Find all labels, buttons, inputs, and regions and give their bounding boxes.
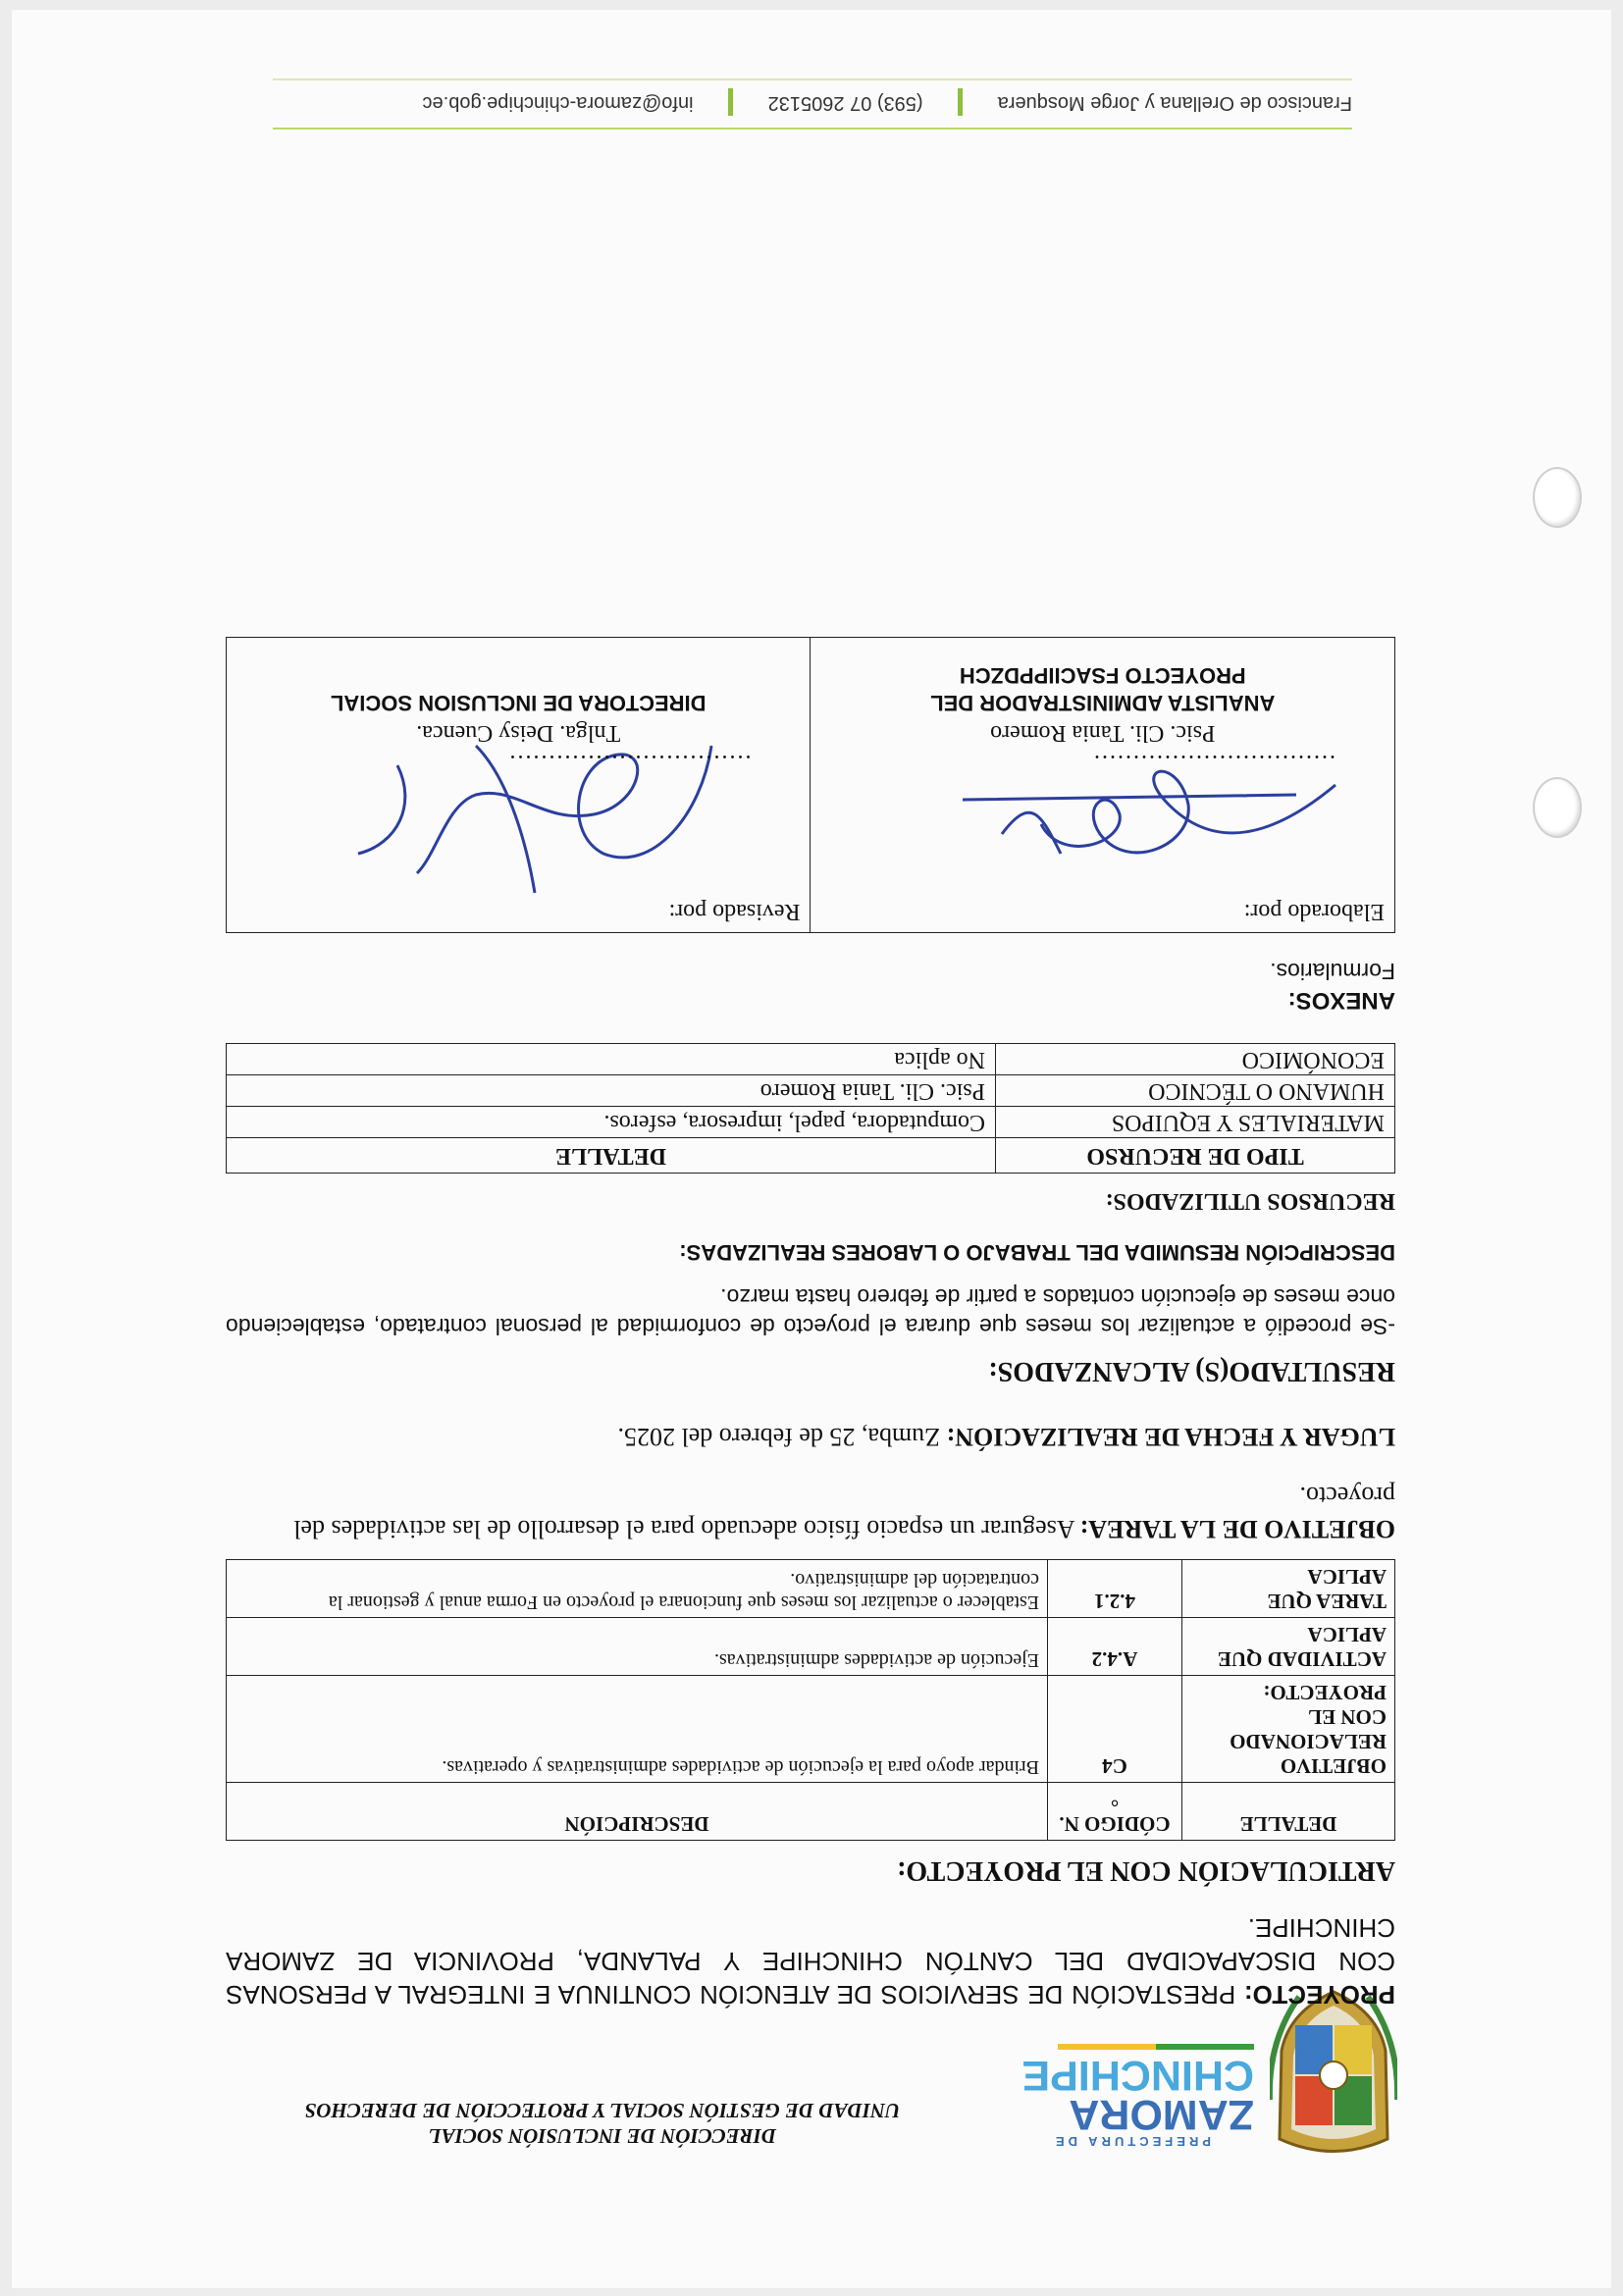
cell-detalle: No aplica [227, 1044, 996, 1075]
cell-detalle: TAREA QUE APLICA [1182, 1560, 1395, 1618]
cell-detalle: ACTIVIDAD QUE APLICA [1182, 1618, 1395, 1676]
articulation-heading: ARTICULACIÓN CON EL PROYECTO: [896, 1855, 1395, 1886]
brand-line2: CHINCHIPE [1021, 2052, 1254, 2099]
cell-tipo: ECONÓMICO [996, 1044, 1395, 1075]
table-row [227, 1560, 1395, 1618]
punch-hole [1533, 777, 1582, 838]
cell-detalle: Psic. Cli. Tania Romero [227, 1075, 996, 1107]
cell-codigo: 4.2.1 [1048, 1560, 1182, 1618]
department-header [181, 2098, 1024, 2149]
col-header: DESCRIPCIÓN [227, 1783, 1048, 1841]
role-line1: DIRECTORA DE INCLUSION SOCIAL [330, 691, 707, 715]
footer-separator [728, 88, 733, 116]
col-header: TIPO DE RECURSO [996, 1138, 1395, 1174]
signature-table [226, 637, 1395, 933]
signer-name: Psic. Cli. Tania Romero [990, 720, 1216, 746]
place-label: LUGAR Y FECHA DE REALIZACIÓN: [946, 1423, 1395, 1451]
table-row [227, 1044, 1395, 1075]
signature-cell-revisado [227, 638, 812, 933]
brand-wordmark [1021, 2044, 1254, 2149]
resources-table [226, 1043, 1395, 1174]
dept-line1: DIRECCIÓN DE INCLUSIÓN SOCIAL [428, 2124, 777, 2148]
brand-line1: ZAMORA [1069, 2091, 1254, 2138]
col-header: DETALLE [1182, 1783, 1395, 1841]
table-row [227, 1618, 1395, 1676]
project-paragraph [226, 1911, 1395, 2011]
brand-prefix: PREFECTURA DE [1051, 2134, 1211, 2149]
role-line2: PROYECTO FSACIIPPDZCH [959, 663, 1246, 688]
table-row [227, 1107, 1395, 1138]
signer-role [227, 689, 811, 716]
role-line1: ANALISTA ADMINISTRADOR DEL [930, 691, 1276, 715]
project-text: PRESTACIÓN DE SERVICIOS DE ATENCIÓN CONTINUA E INTEGRAL A PERSONAS CON DISCAPACIDAD DEL CANTÓN CHINCHIPE Y PALANDA, PROVINCIA DE ZAMORA CHINCHIPE. [226, 1913, 1395, 2009]
cell-descripcion: Establecer o actualizar los meses que funcionara el proyecto en Forma anual y gestionar la contratación del administrativo. [227, 1560, 1048, 1618]
signature-top-label: Elaborado por: [1243, 899, 1385, 924]
cell-tipo: MATERIALES Y EQUIPOS [996, 1107, 1395, 1138]
cell-detalle: OBJETIVO RELACIONADO CON EL PROYECTO: [1182, 1676, 1395, 1783]
footer-phone: (593) 07 2605132 [767, 91, 923, 114]
project-label: PROYECTO: [1243, 1980, 1395, 2009]
resources-heading: RECURSOS UTILIZADOS: [1105, 1188, 1395, 1214]
place-line [226, 1420, 1395, 1453]
signature-dots: ............................... [507, 750, 752, 775]
signature-cell-elaborado [811, 638, 1395, 933]
objective-line [226, 1479, 1395, 1545]
annexes-heading: ANEXOS: [1287, 987, 1395, 1014]
signer-name: Tnlga. Deisy Cuenca. [416, 720, 621, 746]
signature-dots: ............................... [1092, 750, 1335, 775]
cell-detalle: Computadora, papel, impresora, esferos. [227, 1107, 996, 1138]
footer [273, 88, 1352, 130]
table-row [227, 1676, 1395, 1783]
signature-top-label: Revisado por: [668, 899, 801, 924]
articulation-table [226, 1559, 1395, 1841]
annexes-text: Formularios. [1270, 959, 1395, 984]
dept-line2: UNIDAD DE GESTIÓN SOCIAL Y PROTECCIÓN DE DERECHOS [304, 2099, 901, 2122]
place-text: Zumba, 25 de febrero del 2025. [617, 1423, 941, 1451]
objective-label: OBJETIVO DE LA TAREA: [1079, 1515, 1395, 1543]
footer-address: Francisco de Orellana y Jorge Mosquera [997, 91, 1352, 114]
cell-descripcion: Brindar apoyo para la ejecución de actividades administrativas y operativas. [227, 1676, 1048, 1783]
cell-codigo: A.4.2 [1048, 1618, 1182, 1676]
col-header: DETALLE [227, 1138, 996, 1174]
cell-tipo: HUMANO O TÉCNICO [996, 1075, 1395, 1107]
report-body [226, 637, 1395, 2011]
punch-hole [1533, 467, 1582, 528]
objective-text: Asegurar un espacio físico adecuado para el desarrollo de las actividades del proyecto. [293, 1482, 1395, 1543]
footer-email: info@zamora-chinchipe.gob.ec [422, 91, 694, 114]
footer-rule [273, 78, 1352, 80]
signer-role [812, 661, 1395, 716]
summary-heading: DESCRIPCIÓN RESUMIDA DEL TRABAJO O LABORES REALIZADAS: [679, 1240, 1395, 1265]
table-row [227, 1075, 1395, 1107]
brand-bar [1058, 2044, 1254, 2050]
cell-descripcion: Ejecución de actividades administrativas. [227, 1618, 1048, 1676]
results-heading: RESULTADO(S) ALCANZADOS: [988, 1356, 1395, 1386]
results-text: -Se procedió a actualizar los meses que durara el proyecto de conformidad al personal contratado, estableciendo once meses de ejecución contados a partir de febrero hasta marzo. [226, 1284, 1395, 1339]
footer-separator [958, 88, 963, 116]
col-header: CÓDIGO N.° [1048, 1783, 1182, 1841]
cell-codigo: C4 [1048, 1676, 1182, 1783]
prefecture-crest-logo [1270, 1987, 1397, 2159]
